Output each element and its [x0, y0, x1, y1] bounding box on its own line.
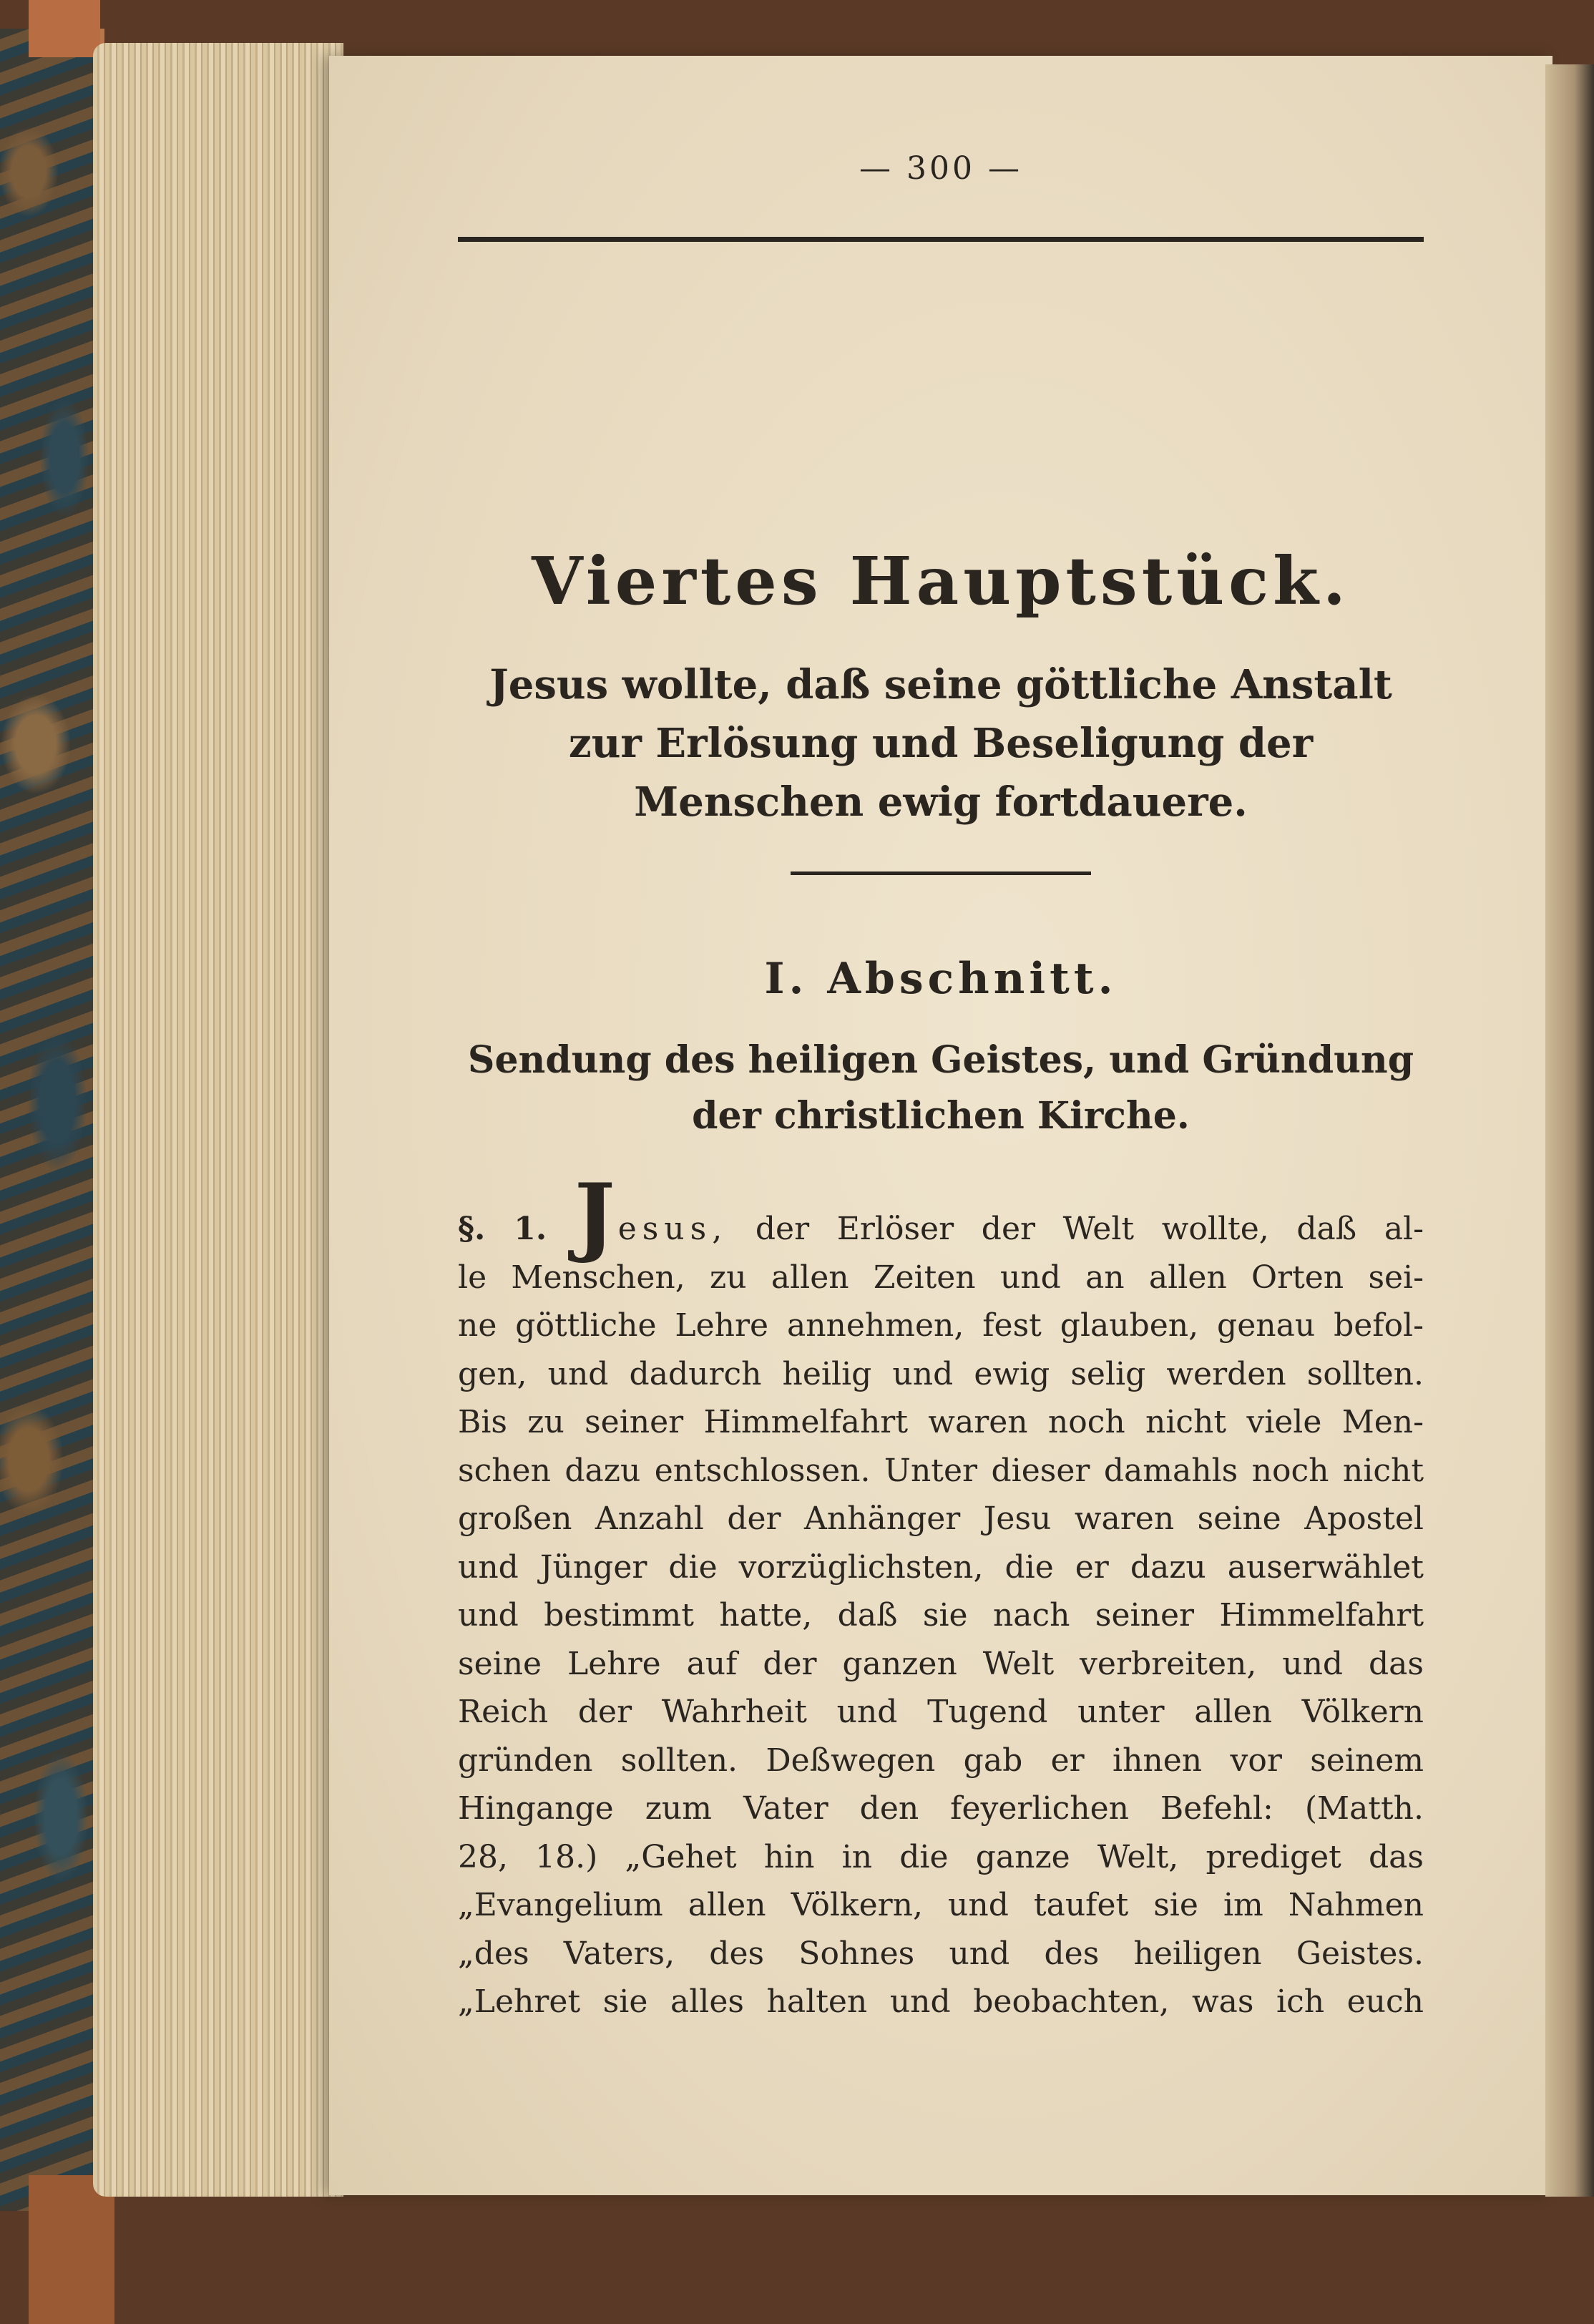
section-subtitle: Sendung des heiligen Geistes, und Gründung der christlichen Kirche.: [467, 1038, 1414, 1138]
body-line: und bestimmt hatte, daß sie nach seiner Himmelfahrt: [458, 1597, 1424, 1634]
body-line: Bis zu seiner Himmelfahrt waren noch nicht viele Men-: [458, 1404, 1424, 1440]
body-line: le Menschen, zu allen Zeiten und an allen Orten sei-: [458, 1259, 1424, 1296]
page-number: — 300 —: [859, 150, 1022, 187]
body-line: schen dazu entschlossen. Unter dieser damahls noch nicht: [458, 1452, 1424, 1489]
body-line: ne göttliche Lehre annehmen, fest glauben, genau befol-: [458, 1307, 1424, 1344]
body-line: großen Anzahl der Anhänger Jesu waren seine Apostel: [458, 1500, 1424, 1537]
page-stack: [93, 43, 343, 2197]
initial-word-rest: esus,: [617, 1211, 728, 1247]
section-divider: [791, 872, 1091, 875]
header-rule: [458, 237, 1424, 242]
body-line-first: [458, 1165, 1424, 1266]
chapter-subtitle: Jesus wollte, daß seine göttliche Anstalt zur Erlösung und Beseligung der Menschen ewig fortdauere.: [489, 661, 1392, 826]
page-content: [458, 129, 1424, 2026]
page-gutter: [1545, 64, 1594, 2197]
body-line: „Evangelium allen Völkern, und taufet sie im Nahmen: [458, 1887, 1424, 1923]
body-line: und Jünger die vorzüglichsten, die er dazu auserwählet: [458, 1548, 1424, 1586]
first-line-text: der Erlöser der Welt wollte, daß al-: [755, 1211, 1424, 1247]
body-line: „Lehret sie alles halten und beobachten, was ich euch: [458, 1983, 1424, 2020]
body-paragraph: [458, 1165, 1424, 2026]
leather-spine-bottom: [29, 2175, 114, 2324]
body-line: gen, und dadurch heilig und ewig selig werden sollten.: [458, 1355, 1424, 1392]
drop-cap: J: [574, 1165, 615, 1266]
body-line: 28, 18.) „Gehet hin in die ganze Welt, prediget das: [458, 1838, 1424, 1875]
section-title: I. Abschnitt.: [764, 954, 1118, 1004]
body-line: Hingange zum Vater den feyerlichen Befehl: (Matth.: [458, 1790, 1424, 1827]
chapter-title: Viertes Hauptstück.: [532, 542, 1350, 620]
body-line: seine Lehre auf der ganzen Welt verbreiten, und das: [458, 1645, 1424, 1682]
body-line: gründen sollten. Deßwegen gab er ihnen vor seinem: [458, 1742, 1424, 1779]
body-line: Reich der Wahrheit und Tugend unter allen Völkern: [458, 1694, 1424, 1730]
marbled-edge: [0, 29, 104, 2211]
leather-spine-top: [29, 0, 100, 57]
paragraph-number: §. 1.: [458, 1211, 547, 1247]
body-line: „des Vaters, des Sohnes und des heiligen Geistes.: [458, 1935, 1424, 1972]
